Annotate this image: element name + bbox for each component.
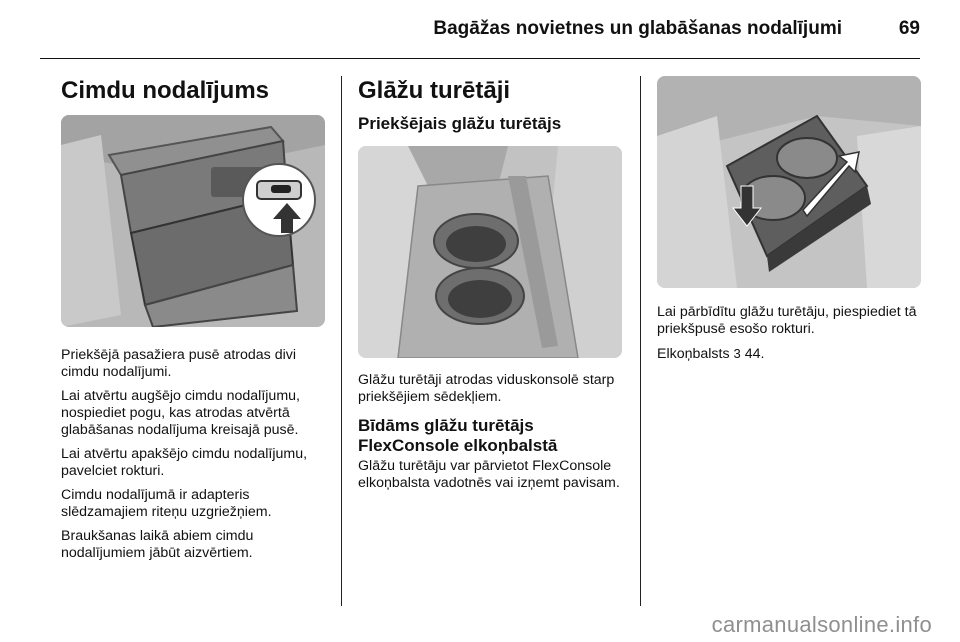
watermark: carmanualsonline.info [711,612,932,637]
flex-cupholder-subheading [358,416,623,456]
armrest-ref-page: 44 [744,346,761,362]
front-cupholder-subheading: Priekšējais glāžu turētājs [358,114,562,133]
flex-cupholder-text: Glāžu turētāju var pārvietot FlexConsole elkoņbalsta vadotnēs vai izņemt pavisam. [358,458,620,491]
glovebox-column [61,72,326,569]
glovebox-heading: Cimdu nodalījums [61,77,270,104]
slide-instruction-text: Lai pārbīdītu glāžu turētāju, piespiediet tā priekšpusē esošo rokturi. [657,304,917,337]
front-cupholder-illustration [358,146,622,358]
sliding-cupholder-illustration [657,76,921,288]
glovebox-paragraph: Cimdu nodalījumā ir adapteris slēdzamajiem riteņu uzgriežņiem. [61,487,272,520]
page-number: 69 [898,18,920,39]
armrest-reference[interactable]: Elkoņbalsts 3 44. [657,346,765,362]
column-divider-1 [341,76,342,606]
flex-subheading-line2: FlexConsole elkoņbalstā [358,436,558,455]
button-callout-icon [243,164,315,236]
page-header-title: Bagāžas novietnes un glabāšanas nodalījumi [433,18,842,39]
flex-subheading-line1: Bīdāms glāžu turētājs [358,416,534,435]
cupholder-heading: Glāžu turētāji [358,77,511,104]
glovebox-paragraph: Lai atvērtu apakšējo cimdu nodalījumu, pavelciet rokturi. [61,446,308,479]
glovebox-paragraph: Braukšanas laikā abiem cimdu nodalījumiem jābūt aizvērtiem. [61,528,254,561]
glovebox-paragraph: Priekšējā pasažiera pusē atrodas divi cimdu nodalījumi. [61,347,297,380]
glovebox-illustration [61,115,325,327]
cupholder-column [358,72,623,499]
glovebox-paragraph: Lai atvērtu augšējo cimdu nodalījumu, nospiediet pogu, kas atrodas atvērtā glabāšanas nodalījuma kreisajā pusē. [61,388,300,438]
slide-column [657,72,922,370]
front-cupholder-text: Glāžu turētāji atrodas viduskonsolē starp priekšējiem sēdekļiem. [358,372,615,405]
armrest-ref-label: Elkoņbalsts [657,346,730,362]
column-divider-2 [640,76,641,606]
page-reference-icon: 3 [733,346,741,361]
header-rule [40,58,920,59]
